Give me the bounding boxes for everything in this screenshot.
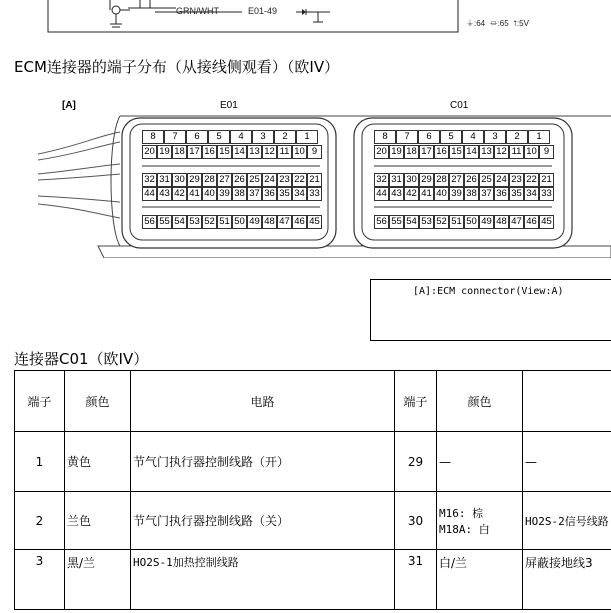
cell-terminal: 1 bbox=[15, 432, 65, 492]
pin-cell: 4 bbox=[462, 130, 484, 144]
pin-cell: 18 bbox=[404, 145, 419, 159]
pin-cell: 48 bbox=[262, 215, 277, 229]
schematic-fragment bbox=[0, 0, 611, 36]
pin-cell: 14 bbox=[232, 145, 247, 159]
cell-circuit: 节气门执行器控制线路（开） bbox=[131, 432, 395, 492]
pin-cell: 34 bbox=[292, 187, 307, 201]
cell-terminal: 2 bbox=[15, 492, 65, 550]
pin-cell: 3 bbox=[252, 130, 274, 144]
pin-cell: 8 bbox=[142, 130, 164, 144]
pin-row bbox=[142, 145, 322, 159]
pin-cell: 42 bbox=[404, 187, 419, 201]
header-color: 颜色 bbox=[65, 371, 131, 432]
pin-row bbox=[374, 187, 554, 201]
pin-cell: 6 bbox=[186, 130, 208, 144]
pin-cell: 26 bbox=[464, 173, 479, 187]
pin-cell: 6 bbox=[418, 130, 440, 144]
connector-diagram bbox=[38, 96, 611, 258]
pin-cell: 1 bbox=[296, 130, 318, 144]
cell-color: 黑/兰 bbox=[65, 550, 131, 610]
pin-cell: 13 bbox=[247, 145, 262, 159]
pin-cell: 45 bbox=[539, 215, 554, 229]
pin-cell: 12 bbox=[262, 145, 277, 159]
cell-color: 黄色 bbox=[65, 432, 131, 492]
pin-cell: 27 bbox=[217, 173, 232, 187]
pin-cell: 50 bbox=[464, 215, 479, 229]
pin-cell: 23 bbox=[509, 173, 524, 187]
pin-cell: 44 bbox=[374, 187, 389, 201]
power-icon: ⭡ bbox=[513, 19, 517, 28]
pin-cell: 9 bbox=[539, 145, 554, 159]
pin-row bbox=[142, 130, 318, 144]
pin-cell: 5 bbox=[208, 130, 230, 144]
header-terminal-2: 端子 bbox=[395, 371, 437, 432]
pin-cell: 51 bbox=[217, 215, 232, 229]
pin-cell: 15 bbox=[217, 145, 232, 159]
pin-cell: 52 bbox=[434, 215, 449, 229]
pin-label: E01-49 bbox=[248, 6, 278, 16]
pin-row bbox=[374, 130, 550, 144]
pin-cell: 24 bbox=[494, 173, 509, 187]
pin-row bbox=[374, 173, 554, 187]
pin-cell: 16 bbox=[202, 145, 217, 159]
pin-cell: 51 bbox=[449, 215, 464, 229]
pin-cell: 23 bbox=[277, 173, 292, 187]
pin-cell: 47 bbox=[277, 215, 292, 229]
pin-cell: 19 bbox=[389, 145, 404, 159]
pin-cell: 22 bbox=[292, 173, 307, 187]
pin-cell: 24 bbox=[262, 173, 277, 187]
cell-circuit-2: HO2S-2信号线路 bbox=[523, 492, 611, 550]
table-row bbox=[15, 492, 611, 550]
pin-cell: 42 bbox=[172, 187, 187, 201]
pin-cell: 8 bbox=[374, 130, 396, 144]
pin-cell: 10 bbox=[524, 145, 539, 159]
pin-cell: 28 bbox=[202, 173, 217, 187]
pin-cell: 29 bbox=[419, 173, 434, 187]
pin-cell: 30 bbox=[404, 173, 419, 187]
pin-cell: 21 bbox=[307, 173, 322, 187]
pin-cell: 10 bbox=[292, 145, 307, 159]
pin-cell: 49 bbox=[479, 215, 494, 229]
cell-terminal-2: 30 bbox=[395, 492, 437, 550]
pin-cell: 22 bbox=[524, 173, 539, 187]
pin-cell: 31 bbox=[389, 173, 404, 187]
pin-cell: 3 bbox=[484, 130, 506, 144]
pin-cell: 35 bbox=[277, 187, 292, 201]
legend-item-1: :64 bbox=[474, 19, 486, 28]
cell-terminal-2: 29 bbox=[395, 432, 437, 492]
table-row bbox=[15, 432, 611, 492]
pin-cell: 55 bbox=[389, 215, 404, 229]
pin-cell: 40 bbox=[434, 187, 449, 201]
legend bbox=[466, 18, 529, 29]
pin-cell: 2 bbox=[506, 130, 528, 144]
pin-cell: 14 bbox=[464, 145, 479, 159]
pin-cell: 26 bbox=[232, 173, 247, 187]
note-text: [A]:ECM connector(View:A) bbox=[413, 286, 564, 297]
pin-cell: 4 bbox=[230, 130, 252, 144]
pin-cell: 20 bbox=[374, 145, 389, 159]
connector-table bbox=[14, 370, 611, 610]
pin-cell: 16 bbox=[434, 145, 449, 159]
pin-cell: 31 bbox=[157, 173, 172, 187]
pin-cell: 36 bbox=[262, 187, 277, 201]
pin-cell: 55 bbox=[157, 215, 172, 229]
pin-cell: 17 bbox=[419, 145, 434, 159]
pin-cell: 43 bbox=[389, 187, 404, 201]
pin-cell: 35 bbox=[509, 187, 524, 201]
pin-cell: 7 bbox=[396, 130, 418, 144]
pin-cell: 21 bbox=[539, 173, 554, 187]
header-terminal: 端子 bbox=[15, 371, 65, 432]
pin-cell: 56 bbox=[374, 215, 389, 229]
pin-cell: 11 bbox=[509, 145, 524, 159]
pin-cell: 44 bbox=[142, 187, 157, 201]
pin-cell: 41 bbox=[187, 187, 202, 201]
pin-cell: 53 bbox=[419, 215, 434, 229]
pin-cell: 33 bbox=[307, 187, 322, 201]
cell-color-2: 白/兰 bbox=[437, 550, 523, 610]
pin-cell: 11 bbox=[277, 145, 292, 159]
pin-row bbox=[142, 173, 322, 187]
pin-cell: 49 bbox=[247, 215, 262, 229]
cell-circuit: 节气门执行器控制线路（关） bbox=[131, 492, 395, 550]
header-circuit: 电路 bbox=[131, 371, 395, 432]
pin-cell: 46 bbox=[524, 215, 539, 229]
header-color-2: 颜色 bbox=[437, 371, 523, 432]
pin-cell: 30 bbox=[172, 173, 187, 187]
pin-cell: 54 bbox=[404, 215, 419, 229]
pin-row bbox=[374, 145, 554, 159]
cell-circuit: HO2S-1加热控制线路 bbox=[131, 550, 395, 610]
pin-cell: 20 bbox=[142, 145, 157, 159]
pin-cell: 38 bbox=[232, 187, 247, 201]
pin-cell: 12 bbox=[494, 145, 509, 159]
pin-cell: 36 bbox=[494, 187, 509, 201]
pin-cell: 27 bbox=[449, 173, 464, 187]
table-title: 连接器C01（欧IV） bbox=[14, 350, 149, 368]
cell-color-2: — bbox=[437, 432, 523, 492]
pin-cell: 25 bbox=[479, 173, 494, 187]
pin-cell: 15 bbox=[449, 145, 464, 159]
pin-cell: 1 bbox=[528, 130, 550, 144]
ground-icon: ⏚ bbox=[466, 19, 474, 28]
pin-cell: 13 bbox=[479, 145, 494, 159]
section-title: ECM连接器的端子分布（从接线侧观看）（欧IV） bbox=[14, 58, 340, 76]
pin-cell: 45 bbox=[307, 215, 322, 229]
pin-cell: 18 bbox=[172, 145, 187, 159]
cell-color-2: M16: 棕 M18A: 白 bbox=[437, 492, 523, 550]
pin-cell: 53 bbox=[187, 215, 202, 229]
pin-cell: 46 bbox=[292, 215, 307, 229]
cell-terminal: 3 bbox=[15, 550, 65, 610]
pin-cell: 29 bbox=[187, 173, 202, 187]
pin-cell: 54 bbox=[172, 215, 187, 229]
pin-cell: 41 bbox=[419, 187, 434, 201]
pin-cell: 39 bbox=[449, 187, 464, 201]
pin-cell: 39 bbox=[217, 187, 232, 201]
pin-cell: 48 bbox=[494, 215, 509, 229]
legend-item-2: :65 bbox=[497, 19, 509, 28]
pin-cell: 56 bbox=[142, 215, 157, 229]
cell-terminal-2: 31 bbox=[395, 550, 437, 610]
cell-color: 兰色 bbox=[65, 492, 131, 550]
pin-cell: 32 bbox=[374, 173, 389, 187]
cell-circuit-2: 屏蔽接地线3 bbox=[523, 550, 611, 610]
pin-cell: 37 bbox=[479, 187, 494, 201]
connector-name-c01: C01 bbox=[450, 100, 469, 111]
pin-cell: 25 bbox=[247, 173, 262, 187]
pin-cell: 38 bbox=[464, 187, 479, 201]
connector-name-e01: E01 bbox=[220, 100, 238, 111]
pin-row bbox=[142, 215, 322, 229]
pin-cell: 47 bbox=[509, 215, 524, 229]
header-circuit-2 bbox=[523, 371, 611, 432]
pin-cell: 7 bbox=[164, 130, 186, 144]
cell-circuit-2: — bbox=[523, 432, 611, 492]
pin-cell: 19 bbox=[157, 145, 172, 159]
pin-cell: 28 bbox=[434, 173, 449, 187]
pin-cell: 43 bbox=[157, 187, 172, 201]
pin-cell: 2 bbox=[274, 130, 296, 144]
pin-row bbox=[142, 187, 322, 201]
figure-label: [A] bbox=[62, 100, 76, 111]
pin-cell: 17 bbox=[187, 145, 202, 159]
pin-row bbox=[374, 215, 554, 229]
pin-cell: 52 bbox=[202, 215, 217, 229]
chassis-ground-icon: ⏛ bbox=[489, 19, 498, 28]
pin-cell: 9 bbox=[307, 145, 322, 159]
pin-cell: 5 bbox=[440, 130, 462, 144]
note-box bbox=[370, 279, 611, 341]
pin-cell: 34 bbox=[524, 187, 539, 201]
pin-cell: 32 bbox=[142, 173, 157, 187]
pin-cell: 37 bbox=[247, 187, 262, 201]
pin-cell: 33 bbox=[539, 187, 554, 201]
table-row bbox=[15, 550, 611, 610]
wire-color-label: GRN/WHT bbox=[176, 6, 219, 16]
pin-cell: 50 bbox=[232, 215, 247, 229]
legend-item-3: :5V bbox=[516, 19, 529, 28]
pin-cell: 40 bbox=[202, 187, 217, 201]
table-header-row bbox=[15, 371, 611, 432]
